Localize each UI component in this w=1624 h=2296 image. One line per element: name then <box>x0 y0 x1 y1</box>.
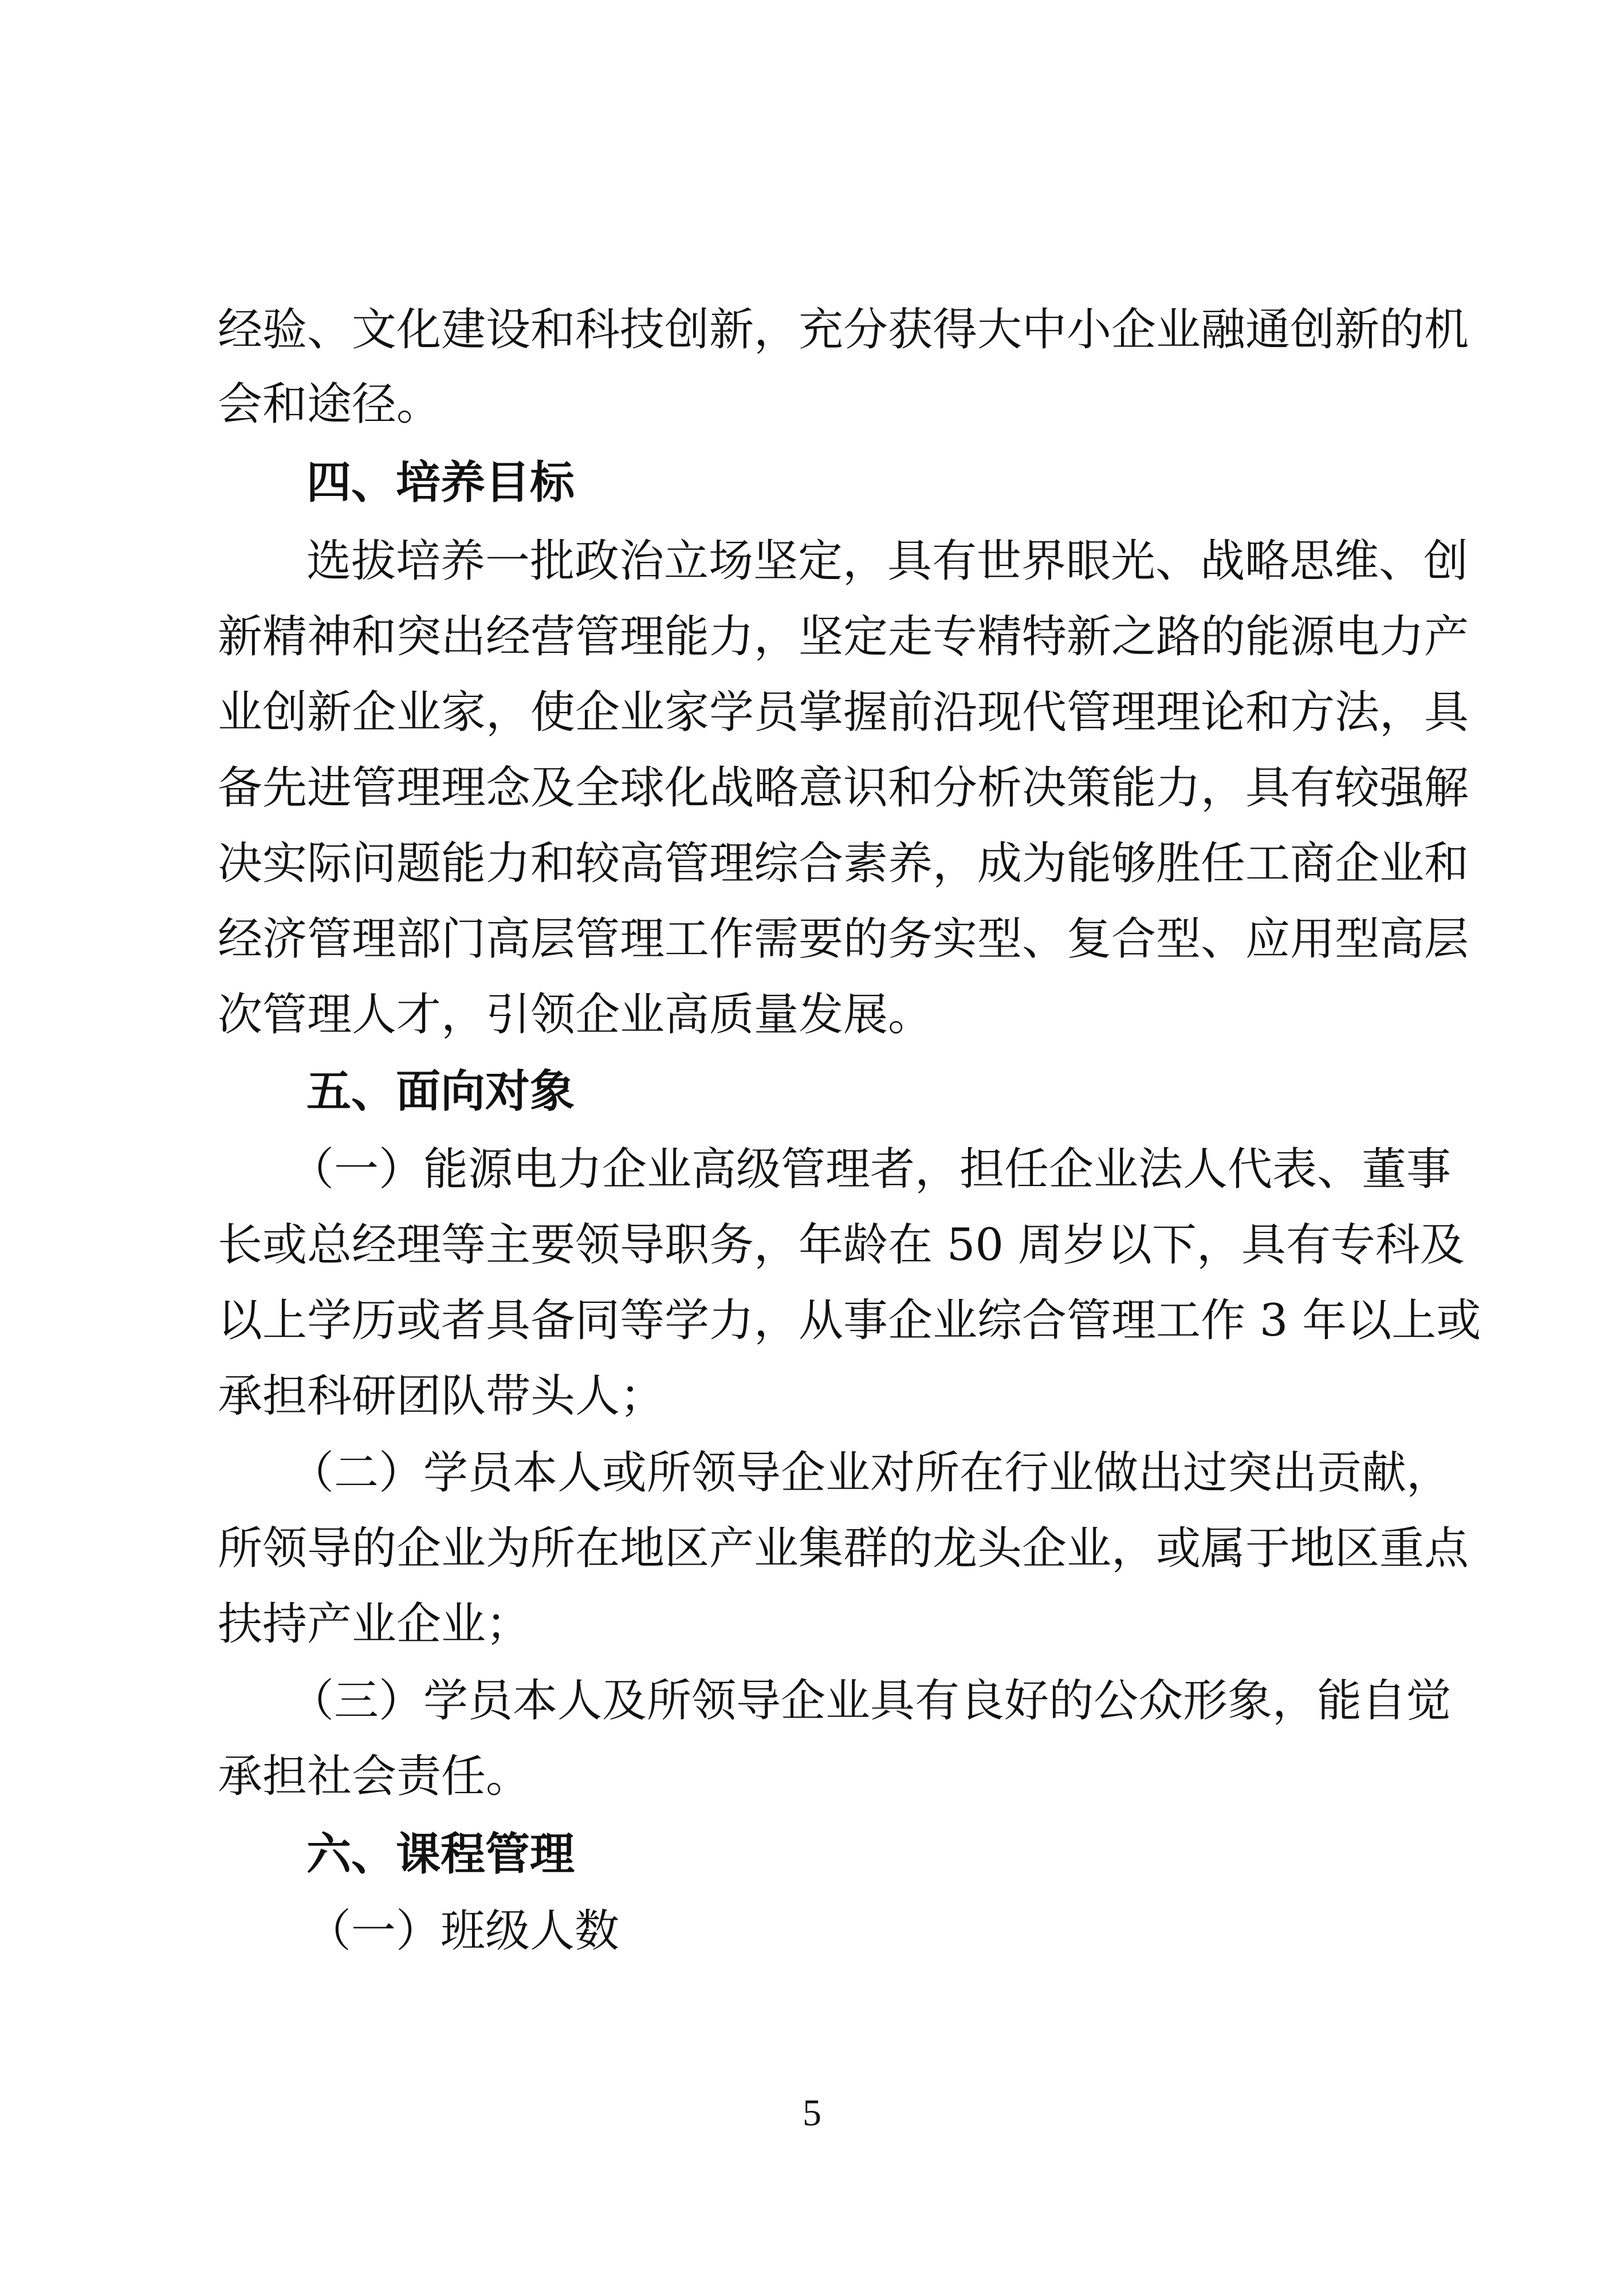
paragraph-line: 经济管理部门高层管理工作需要的务实型、复合型、应用型高层 <box>218 913 1469 965</box>
paragraph-line: 决实际问题能力和较高管理综合素养，成为能够胜任工商企业和 <box>218 838 1469 889</box>
paragraph-line: 备先进管理理念及全球化战略意识和分析决策能力，具有较强解 <box>218 762 1469 814</box>
section-heading: 四、培养目标 <box>306 457 575 509</box>
section-heading: 五、面向对象 <box>306 1066 575 1117</box>
paragraph-line: （二）学员本人或所领导企业对所在行业做出过突出贡献， <box>289 1447 1452 1499</box>
paragraph-line: 承担社会责任。 <box>218 1751 531 1802</box>
paragraph-line: 会和途径。 <box>218 379 442 430</box>
paragraph-line: 业创新企业家，使企业家学员掌握前沿现代管理理论和方法，具 <box>218 687 1469 738</box>
paragraph-line: 承担科研团队带头人； <box>218 1370 665 1422</box>
paragraph-line: 扶持产业企业； <box>218 1598 531 1650</box>
paragraph-line: 选拔培养一批政治立场坚定，具有世界眼光、战略思维、创 <box>306 535 1469 587</box>
paragraph-line: 长或总经理等主要领导职务，年龄在 50 周岁以下，具有专科及 <box>218 1219 1465 1271</box>
paragraph-line: 经验、文化建设和科技创新，充分获得大中小企业融通创新的机 <box>218 304 1469 356</box>
paragraph-line: 所领导的企业为所在地区产业集群的龙头企业，或属于地区重点 <box>218 1523 1469 1574</box>
paragraph-line: 新精神和突出经营管理能力，坚定走专精特新之路的能源电力产 <box>218 611 1469 663</box>
paragraph-line: （一）能源电力企业高级管理者，担任企业法人代表、董事 <box>289 1144 1452 1195</box>
page-number: 5 <box>803 2092 821 2134</box>
paragraph-line: 次管理人才，引领企业高质量发展。 <box>218 989 933 1041</box>
paragraph-line: （三）学员本人及所领导企业具有良好的公众形象，能自觉 <box>289 1675 1452 1727</box>
subsection-heading: （一）班级人数 <box>306 1905 620 1957</box>
paragraph-line: 以上学历或者具备同等学力，从事企业综合管理工作 3 年以上或 <box>218 1295 1481 1346</box>
section-heading: 六、课程管理 <box>306 1829 575 1880</box>
